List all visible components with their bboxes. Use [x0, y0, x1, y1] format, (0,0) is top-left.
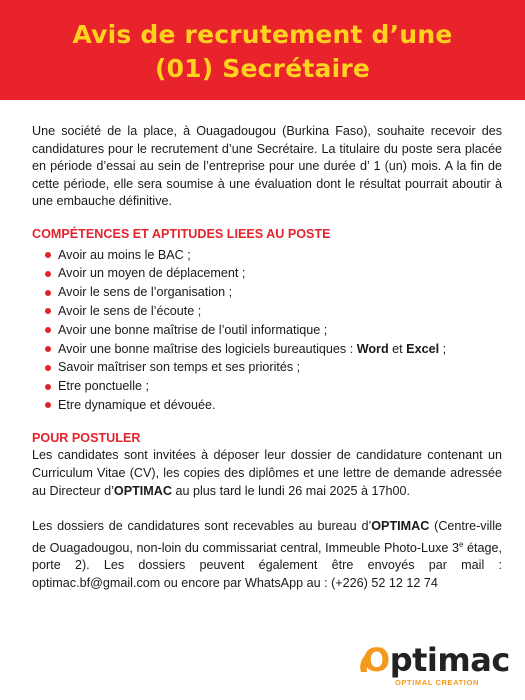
skills-section-title: COMPÉTENCES ET APTITUDES LIEES AU POSTE [32, 226, 331, 241]
list-item-software: Avoir une bonne maîtrise des logiciels bureautiques : Word et Excel ; [50, 340, 502, 359]
company-name: OPTIMAC [371, 519, 430, 534]
logo-letter-o: O [363, 641, 390, 679]
optimac-logo [355, 640, 510, 695]
list-item: Avoir le sens de l’organisation ; [50, 283, 502, 302]
intro-paragraph: Une société de la place, à Ouagadougou (Burkina Faso), souhaite recevoir des candidatures pour le recrutement d’une Secrétaire. La titulaire du poste sera placée en période d’essai au sein de l’entreprise pour une durée d’ 1 (un) mois. A la fin de cette période, elle sera soumise à une évaluation dont le résultat pourrait aboutir à une embauche définitive. [32, 124, 502, 209]
apply-paragraph-1: Les candidates sont invitées à déposer leur dossier de candidature contenant un Curriculum Vitae (CV), les copies des diplômes et une lettre de demande adressée au Directeur d’OPTIMAC au plus tard le lundi 26 mai 2025 à 17h00. [32, 448, 502, 498]
apply-section-title: POUR POSTULER [32, 430, 141, 445]
bullet-dot-icon [45, 365, 51, 371]
logo-wordmark: ptimac [389, 641, 510, 679]
list-item: Etre ponctuelle ; [50, 377, 502, 396]
apply-paragraph-2: Les dossiers de candidatures sont recevables au bureau d’OPTIMAC (Centre-ville de Ouagadougou, non-loin du commissariat central, Immeuble Photo-Luxe 3e étage, porte 2). Les dossiers peuvent également être envoyés par mail : optimac.bf@gmail.com ou encore par WhatsApp au : (+226) 52 12 12 74 [32, 519, 503, 591]
bullet-dot-icon [45, 346, 51, 352]
company-name: OPTIMAC [113, 483, 172, 498]
bullet-dot-icon [45, 252, 51, 258]
bullet-dot-icon [45, 327, 51, 333]
bullet-dot-icon [45, 290, 51, 296]
word-label: Word [356, 341, 389, 356]
document-body [32, 123, 502, 593]
bullet-dot-icon [45, 308, 51, 314]
banner-title-line-2: (01) Secrétaire [154, 54, 371, 83]
excel-label: Excel [406, 341, 440, 356]
skills-list [32, 246, 502, 415]
header-banner [0, 0, 525, 100]
list-item: Avoir une bonne maîtrise de l’outil informatique ; [50, 321, 502, 340]
email-address[interactable]: optimac.bf@gmail.com [32, 576, 161, 591]
list-item: Savoir maîtriser son temps et ses priorités ; [50, 358, 502, 377]
bullet-dot-icon [45, 402, 51, 408]
list-item: Avoir un moyen de déplacement ; [50, 264, 502, 283]
logo-tagline: OPTIMAL CREATION [395, 678, 479, 687]
list-item: Etre dynamique et dévouée. [50, 396, 502, 415]
list-item: Avoir le sens de l’écoute ; [50, 302, 502, 321]
bullet-dot-icon [45, 271, 51, 277]
list-item: Avoir au moins le BAC ; [50, 246, 502, 265]
bullet-dot-icon [45, 384, 51, 390]
banner-title-line-1: Avis de recrutement d’une [72, 20, 453, 49]
